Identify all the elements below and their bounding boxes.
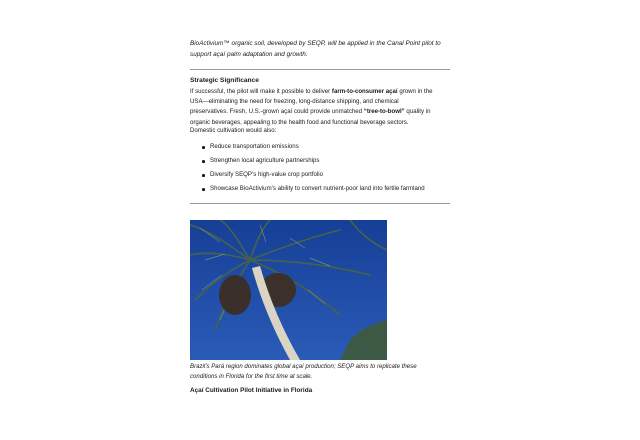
list-item: Reduce transportation emissions <box>190 142 450 156</box>
para-line-1: If successful, the pilot will make it possible to deliver farm-to-consumer açaí grown in the <box>190 88 433 95</box>
divider-bottom <box>190 203 450 204</box>
intro-line-2: support açaí palm adaptation and growth. <box>190 51 308 58</box>
bullets-lead: Domestic cultivation would also: <box>190 127 277 134</box>
intro-paragraph <box>190 38 450 60</box>
caption-line-1: Brazil’s Pará region dominates global açaí production; SEQP aims to replicate these <box>190 363 417 370</box>
list-item: Diversify SEQP’s high-value crop portfolio <box>190 170 450 184</box>
bullet-dot-icon <box>202 160 205 163</box>
bullet-dot-icon <box>202 174 205 177</box>
para-line-2: USA—eliminating the need for freezing, long-distance shipping, and chemical <box>190 98 399 106</box>
para-line-3: preservatives. Fresh, U.S.-grown açaí could provide unmatched “tree-to-bowl” quality in <box>190 108 431 116</box>
significance-paragraph <box>190 87 450 128</box>
photo-caption <box>190 362 450 382</box>
caption-line-2: conditions in Florida for the first time at scale. <box>190 373 313 380</box>
section-heading: Strategic Significance <box>190 77 259 84</box>
next-section-heading: Açaí Cultivation Pilot Initiative in Florida <box>190 387 313 394</box>
bullet-dot-icon <box>202 146 205 149</box>
divider-top <box>190 69 450 70</box>
para-line-4: organic beverages, appealing to the health food and functional beverage sectors. <box>190 118 409 126</box>
intro-line-1: BioActivium™ organic soil, developed by SEQP, will be applied in the Canal Point pilot to <box>190 40 441 47</box>
bullet-list <box>190 142 450 198</box>
palm-tree-image <box>190 220 387 360</box>
bullet-dot-icon <box>202 188 205 191</box>
acai-palm-photo <box>190 220 387 360</box>
list-item: Showcase BioActivium’s ability to convert nutrient-poor land into fertile farmland <box>190 184 450 198</box>
list-item: Strengthen local agriculture partnerships <box>190 156 450 170</box>
